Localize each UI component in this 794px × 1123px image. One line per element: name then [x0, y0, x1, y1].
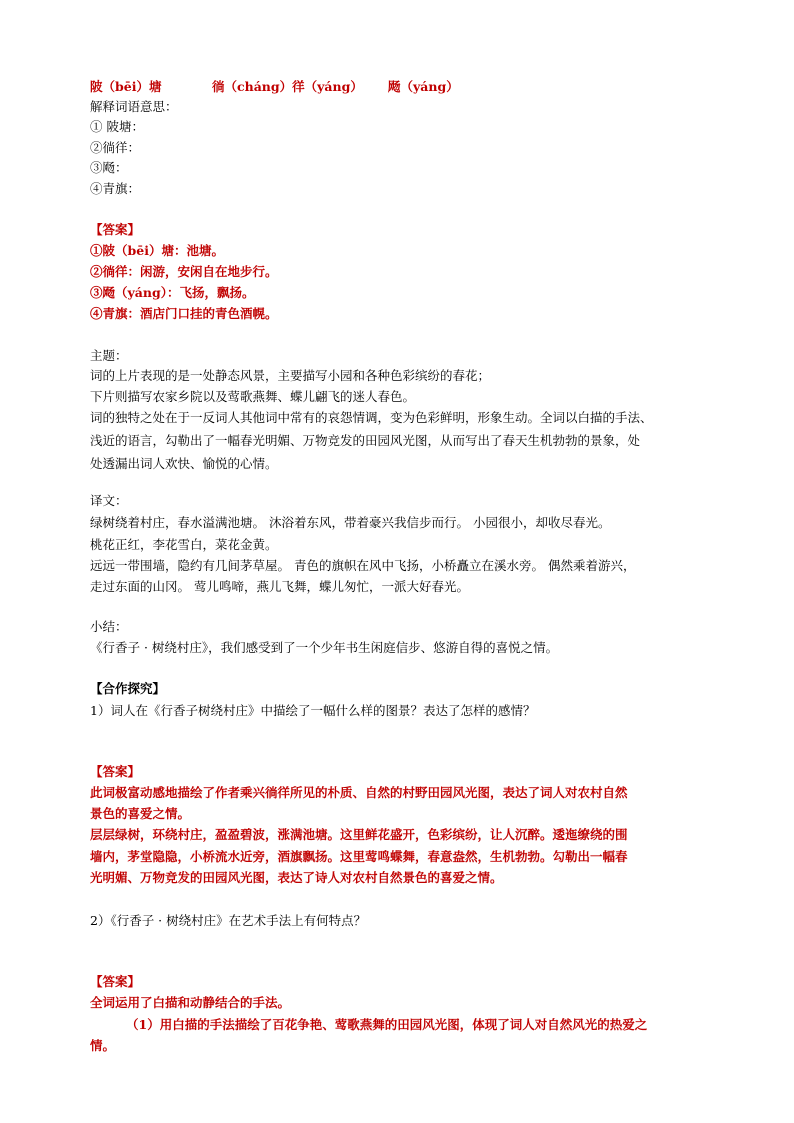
- question-2: 2）《行香子 · 树绕村庄》在艺术手法上有何特点？: [90, 913, 367, 928]
- vocab-word-1: 陂（bēi）塘: [90, 79, 162, 94]
- translation-line: 桃花正红，李花雪白，菜花金黄。: [90, 537, 278, 552]
- answer-line: （1）用白描的手法描绘了百花争艳、莺歌燕舞的田园风光图，体现了词人对自然风光的热爱之: [126, 1017, 648, 1032]
- vocab-word-2: 徜（cháng）徉（yáng）: [212, 79, 363, 94]
- translation-title: 译文：: [90, 493, 128, 508]
- answer-line: 情。: [90, 1038, 116, 1053]
- theme-line: 词的独特之处在于一反词人其他词中常有的哀怨情调，变为色彩鲜明，形象生动。全词以白描的手法、: [90, 410, 653, 425]
- answer-line: 光明媚、万物竞发的田园风光图，表达了诗人对农村自然景色的喜爱之情。: [90, 870, 503, 885]
- summary-title: 小结：: [90, 619, 128, 634]
- theme-line: 浅近的语言，勾勒出了一幅春光明媚、万物竞发的田园风光图，从而写出了春天生机勃勃的景象，处: [90, 433, 641, 448]
- vocab-word-3: 飏（yáng）: [388, 79, 459, 94]
- explain-item: ②徜徉：: [90, 140, 141, 155]
- explore-title: 【合作探究】: [90, 681, 166, 696]
- answer-line: 景色的喜爱之情。: [90, 806, 191, 821]
- answer-line: ①陂（bēi）塘：池塘。: [90, 243, 224, 258]
- answer-line: 墙内，茅堂隐隐，小桥流水近旁，酒旗飘扬。这里莺鸣蝶舞，春意盎然，生机勃勃。勾勒出一幅春: [90, 849, 628, 864]
- summary-text: 《行香子 · 树绕村庄》，我们感受到了一个少年书生闲庭信步、悠游自得的喜悦之情。: [90, 640, 559, 655]
- question-1: 1）词人在《行香子树绕村庄》中描绘了一幅什么样的图景？表达了怎样的感情？: [90, 703, 536, 718]
- translation-line: 走过东面的山冈。 莺儿鸣啼，燕儿飞舞，蝶儿匆忙，一派大好春光。: [90, 579, 469, 594]
- theme-line: 处透漏出词人欢快、愉悦的心情。: [90, 456, 278, 471]
- answer-line: 层层绿树，环绕村庄，盈盈碧波，涨满池塘。这里鲜花盛开，色彩缤纷，让人沉醉。逶迤缭绕的围: [90, 827, 628, 842]
- explain-item: ④青旗：: [90, 181, 141, 196]
- answer-line: 全词运用了白描和动静结合的手法。: [90, 995, 291, 1010]
- answer-label: 【答案】: [90, 222, 141, 237]
- answer-line: ②徜徉：闲游，安闲自在地步行。: [90, 264, 278, 279]
- theme-line: 词的上片表现的是一处静态风景，主要描写小园和各种色彩缤纷的春花；: [90, 368, 491, 383]
- theme-line: 下片则描写农家乡院以及莺歌燕舞、蝶儿翩飞的迷人春色。: [90, 389, 416, 404]
- explain-item: ① 陂塘：: [90, 119, 144, 134]
- answer-line: ③飏（yáng）：飞扬，飘扬。: [90, 285, 255, 300]
- explain-item: ③飏：: [90, 160, 128, 175]
- answer-line: ④青旗：酒店门口挂的青色酒幌。: [90, 306, 278, 321]
- explain-title: 解释词语意思：: [90, 99, 178, 114]
- answer-label: 【答案】: [90, 974, 141, 989]
- answer-label: 【答案】: [90, 764, 141, 779]
- theme-title: 主题：: [90, 348, 128, 363]
- answer-line: 此词极富动感地描绘了作者乘兴徜徉所见的朴质、自然的村野田园风光图，表达了词人对农村自然: [90, 785, 628, 800]
- translation-line: 远远一带围墙，隐约有几间茅草屋。 青色的旗帜在风中飞扬，小桥矗立在溪水旁。 偶然乘着游兴，: [90, 558, 636, 573]
- translation-line: 绿树绕着村庄，春水溢满池塘。 沐浴着东风，带着豪兴我信步而行。 小园很小，却收尽春光。: [90, 515, 611, 530]
